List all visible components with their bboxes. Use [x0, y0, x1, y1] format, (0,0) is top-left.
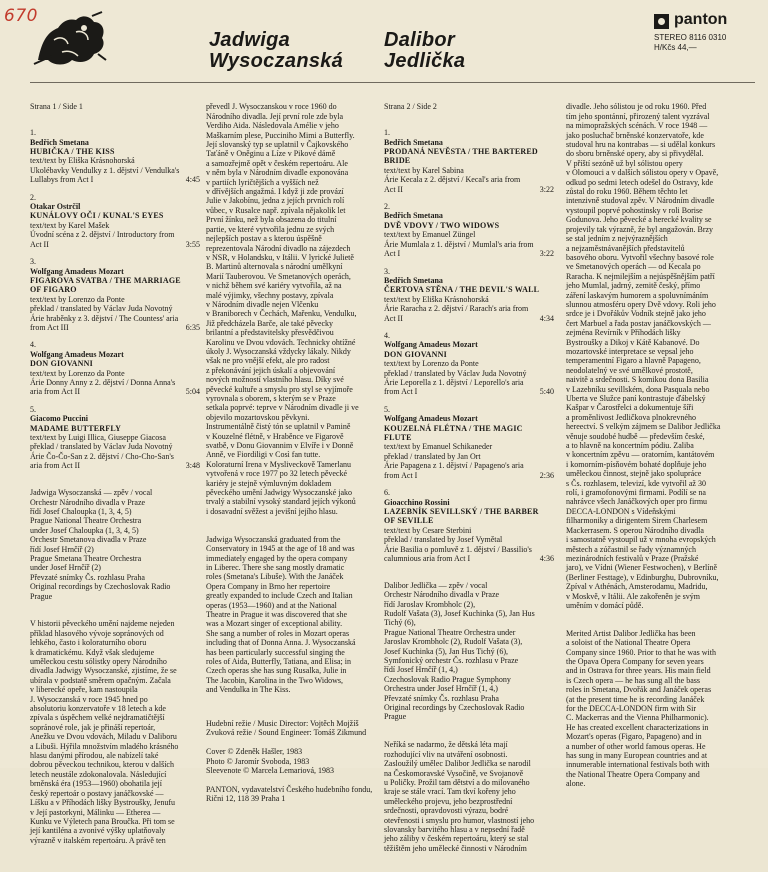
track-duration: 4:36: [539, 553, 554, 563]
track-number: 4.: [30, 340, 36, 350]
price: H/Kčs 44,—: [654, 43, 697, 52]
track-composer: Otakar Ostrčil: [30, 202, 81, 212]
track-number: 5.: [30, 404, 36, 414]
track-title: LAZEBNÍK SEVILLSKÝ / THE BARBER OF SEVILLE: [384, 506, 539, 526]
column-notes-jedlicka: [566, 93, 746, 807]
track-entry: [384, 488, 554, 563]
track-number: 1.: [384, 128, 390, 138]
catalog-number: STEREO 8116 0310: [654, 33, 727, 42]
track-number: 4.: [384, 330, 390, 340]
side-label: Strana 2 / Side 2: [384, 102, 437, 112]
track-composer: Bedřich Smetana: [384, 137, 443, 147]
track-number: 5.: [384, 404, 390, 414]
track-title: DON GIOVANNI: [384, 349, 447, 359]
artist2-line1: Dalibor: [384, 29, 455, 51]
track-details: text/text by Karel Mašek Úvodní scéna z 2. dějství / Introductory from Act II: [30, 220, 175, 249]
track-title: MADAME BUTTERFLY: [30, 423, 122, 433]
track-duration: 4:45: [185, 175, 200, 185]
track-number: 3.: [30, 257, 36, 267]
track-entry: [384, 405, 554, 480]
tracklist-side2: [384, 128, 554, 563]
track-composer: Bedřich Smetana: [384, 275, 443, 285]
track-number: 2.: [384, 202, 390, 212]
notes-wysoczanska-cz: převedl J. Wysoczanskou v roce 1960 do Národního divadla. Její první role zde byla Verdiho Aida. Následovala Amélie v jeho Maškarním plese, Pucciniho Mimi a Butterfly. Její slovanský typ se uplatnil v Čajkovského Taťáně v Oněginu a Líze v Pikové dámě a samozřejmě opět v českém repertoáru. Ale v něm byla v Národním divadle exponována v partiích lyričtějších a vyšších než v dřívějších angažmá. I když ji zde provází Julie v Jakobínu, jedna z jejích prvních rolí vůbec, v Rusalce např. zpívala nějakolik let První žínku, než byla obsazena do titulní partie, ve které vytvořila jednu ze svých nejlepších postav a s kterou úspěšně reprezentovala Národní divadlo na zájezdech v NSR, v Holandsku, v Itálii. V lyrické Julietě B. Martinů alternovala s národní umělkyní Marií Tauberovou. Ve Smetanových operách, v nichž během své kariéry vytvořila, až na malé výjimky, všechny postavy, zpívala v Národním divadle nejen Vlčenku v Braniborech v Čechách, Mařenku, Vendulku, Již předcházela Barče, ale také pěvecky brilantní a představitelsky přesvědčivou Karolinu ve Dvou vdovách. Technicky ohtížné úkoly J. Wysoczanská vždycky lákaly. Nikdy však ne pro vnější efekt, ale pro radost z překonávání jejich úskalí a objevování nových možností vlastního hlasu. Díky své pěvecké kultuře a smyslu pro styl se vyjímoře vyrovnala s oborem, s kterým se v Praze setkala poprvé: teprve v Národním divadle ji ve objevilo mozartovskou pěvkyni. Instrumentálně čistý tón se uplatnil v Pamině v Kouzelné flétně, v Hraběnce ve Figarově svatbě, v Donu Giovannim v Elvíře i v Donně Anně, ve Fiordiligi v Così fan tutte. Koloraturní Irena v Mysliveckově Tamerlanu vytvořená v roce 1977 po 32 letech pěvecké kariéry je stejně výmluvným dokladem pěveckého umění Jadwigy Wysoczanské jako trvalý a stabilní vysoký standard jejích výkonů i dosavadní svěžest a jevišní jejího hlasu.: [206, 102, 359, 516]
track-entry: [30, 193, 200, 249]
track-details: text/text by Luigi Illica, Giuseppe Giacosa překlad / translated by Václav Juda Novotný Árie Čo-Čo-San z 2. dějství / Cho-Cho-San's aria from Act II: [30, 433, 174, 471]
track-entry: [30, 340, 200, 396]
track-duration: 3:22: [539, 184, 554, 194]
performers-side2: Dalibor Jedlička — zpěv / vocal Orchestr Národního divadla v Praze řídí Jaroslav Krombholc (2), Rudolf Vašata (3), Josef Kuchinka (5), Jan Hus Tichý (6), Prague National Theatre Orchestra under Jaroslav Krombholc (2), Rudolf Vašata (3), Josef Kuchinka (5), Jan Hus Tichý (6), Symfonický orchestr Čs. rozhlasu v Praze řídí Josef Hrnčíř (1, 4,) Czechoslovak Radio Prague Symphony Orchestra under Josef Hrnčíř (1, 4,) Převzaté snímky Čs. rozhlasu Praha Original recordings by Czechoslovak Radio Prague: [384, 580, 535, 722]
column-side1: [30, 93, 200, 864]
track-details: text/text by Karel Sabina Árie Kecala z 2. dějství / Kecal's aria from Act II: [384, 165, 521, 194]
track-entry: [384, 267, 554, 323]
track-title: DVĚ VDOVY / TWO WIDOWS: [384, 220, 500, 230]
track-entry: [384, 128, 554, 194]
artist-heading-wysoczanska: [209, 30, 343, 72]
track-details: text/text by Lorenzo da Ponte překlad / translated by Václav Juda Novotný Árie Leporella z 1. dějství / Leporello's aria from Act I: [384, 359, 527, 397]
track-duration: 3:22: [539, 249, 554, 259]
track-entry: [30, 128, 200, 184]
track-composer: Wolfgang Amadeus Mozart: [30, 266, 124, 276]
track-duration: 5:04: [185, 387, 200, 397]
track-entry: [30, 257, 200, 332]
track-details: text/text by Eliška Krásnohorská Árie Raracha z 2. dějství / Rarach's aria from Act II: [384, 294, 529, 323]
track-composer: Bedřich Smetana: [384, 211, 443, 221]
tracklist-side1: [30, 128, 200, 470]
cover-ornament-logo: [32, 10, 108, 68]
track-composer: Wolfgang Amadeus Mozart: [384, 414, 478, 424]
track-duration: 2:36: [539, 470, 554, 480]
track-title: HUBIČKA / THE KISS: [30, 147, 115, 157]
track-title: ČERTOVA STĚNA / THE DEVIL'S WALL: [384, 285, 540, 295]
artist2-line2: Jedlička: [384, 50, 466, 72]
track-composer: Wolfgang Amadeus Mozart: [384, 340, 478, 350]
artist-heading-jedlicka: [384, 30, 465, 72]
bio-wysoczanska-cz: V historii pěveckého umění najdeme nejeden příklad hlasového vývoje sopránových od lehkého, často i koloraturního oboru k dramatickému. Když však sledujeme uměleckou cestu sólistky opery Národního divadla Jadwigy Wysoczanské, zjistíme, že se ubírala v podstatě směrem opačným. Začala v liberecké opeře, kam nastoupila J. Wysoczanská v roce 1945 hned po absolutoriu konzervatoře v 18 letech a kde zpívala s úspěchem velké nejdramatičtější sopránové role, jak je přináší repertoár, Anežku ve Dvou vdovách, Miladu v Daliboru a Libuši. Hýřila množstvím mladého krásného hlasu danými přírodou, ale nabízelí také dobrou pěveckou technikou, kterou v dalších letech neustále zdokonalovala. Následující brněnská éra (1953—1960) obohatila její český repertoár o postavy janáčkovské — Líšku a v Příhodách lišky Bystroušky, Jenufu v Její pastorkyni, Málinku — Etherea — Kunku ve Výletech pana Broučka. Při tom se její kantiléna a zvonivé výšky uplatňovaly výrazně v italském repertoáru. A právě ten: [30, 619, 179, 845]
panton-logo-icon: [654, 14, 669, 29]
track-entry: [384, 202, 554, 258]
catalog-info: [654, 33, 764, 53]
track-details: text/text by Lorenzo da Ponte překlad / translated by Václav Juda Novotný Árie hraběnky z 3. dějství / The Countess' aria from Act III: [30, 294, 179, 332]
track-duration: 3:48: [185, 461, 200, 471]
notes-jedlicka-cz: divadle. Jeho sólistou je od roku 1960. Před tím jeho spontánní, přirozený talent vyzrával na mimopražských scénách. V roce 1948 — jako posluchač brněnské konzervatoře, kde studoval hru na kontrabas — si udělal konkurs do sboru brněnské opery, aby si přivydělal. V příští sezóně už byl sólistou opery v Olomouci a v dalších sólistou opery v Opavě, odkud po sedmi letech odešel do Ostravy, kde zůstal do roku 1960. Během těchto let intenzivně studoval zpěv. V Národním divadle vystoupil poprvé pohostinsky v roli Borise Godunova. Jeho pěvecké a herecké kvality se projevily tak výrazně, že byl angažován. Brzy se stal jedním z nejvýraznějších a nejzaměstnávanějších představitelů basového oboru. Vytvořil všechny basové role ve Smetanových operách — od Kecala po Raracha. K nejmilejším a nejúspěšnějším patří jeho Mumlal, jadrný, zemitě český, přímo záření laskavým humorem a spoluvnímáním slunnou atmosféru opery Dvě vdovy. Roli jeho srdce je i Dvořákův Vodník stejně jako jeho čert Marbuel a řada postav janáčkovských — zejména Revírník v Příhodách lišky Bystroušky a Dikoj v Kátě Kabanové. Do mozartovské interpretace se vepsal jeho temperamentní Figaro a hlavně Papageno, neodolatelný ve své umělkové prostotě, naivitě a srdečnosti. S komikou dona Basilia v Lazebníku sevillském, dona Pasquala nebo Uberta ve Služce paní kontrastuje ďábelský Kašpar v Čarostřelci a dokumentuje šíři a proměnlivost Jedličkova plnokrevného hereectví. S velkým zájmem se Dalibor Jedlička věnuje soudobé hudbě — především české, a to hlavně na koncertním pódiu. Zaliba v koncertním zpěvu — oratorním, kantátovém i komorním-písňovém bohaté doplňuje jeho uměleckou činnost, stejně jako spolupráce s Čs. rozhlasem, televizí, kde vytvořil až 30 rolí, i gramofonovými firmami. Podílí se na nahrávce všech Janáčkových oper pro firmu DECCA-LONDON s Vídeňskými filharmoniky a dirigentem Sirem Charlesem Mackerrasem. S operou Národního divadla i samostatně vystoupil už v mnoha evropských městech a zúčastnil se řady významných mezinárodních festivalů v Praze (Pražské jaro), ve Vídni (Wiener Festwochen), v Berlíně (Berliner Festtage), v Edinburghu, Dubrovníku, Zpíval v Athénách, Amsterodamu, Madridu, v Moskvě, v Itálii. Ale zakořeněn je svým uměním v domácí půdě.: [566, 102, 721, 610]
artist1-line2: Wysoczanská: [209, 50, 344, 72]
track-details: text/text by Cesare Sterbini překlad / translated by Josef Vymětal Árie Basilia o pomluvě z 1. dějství / Bassilio's calumnious aria from Act I: [384, 525, 532, 563]
track-title: FIGAROVA SVATBA / THE MARRIAGE OF FIGARO: [30, 275, 181, 295]
column-side2: [384, 93, 554, 872]
track-entry: [384, 331, 554, 397]
track-duration: 4:34: [539, 313, 554, 323]
track-title: PRODANÁ NEVĚSTA / THE BARTERED BRIDE: [384, 147, 538, 166]
performers-side1: Jadwiga Wysoczanská — zpěv / vocal Orchestr Národního divadla v Praze řídí Josef Chaloupka (1, 3, 4, 5) Prague National Theatre Orchestra under Josef Chaloupka (1, 3, 4, 5) Orchestr Smetanova divadla v Praze řídí Josef Hrnčíř (2) Prague Smetana Theatre Orchestra under Josef Hrnčíř (2) Převzaté snímky Čs. rozhlasu Praha Original recordings by Czechoslovak Radio Prague: [30, 488, 171, 601]
header-divider: [30, 82, 755, 83]
track-details: text/text by Emanuel Schikaneder překlad / translated by Jan Ort Árie Papagena z 1. dějství / Papageno's aria from Act I: [384, 442, 524, 480]
track-duration: 5:40: [539, 387, 554, 397]
side-label: Strana 1 / Side 1: [30, 102, 83, 112]
track-composer: Wolfgang Amadeus Mozart: [30, 349, 124, 359]
track-details: text/text by Emanuel Züngel Árie Mumlala z 1. dějství / Mumlal's aria from Act I: [384, 230, 534, 259]
notes-wysoczanska-en: Jadwiga Wysoczanská graduated from the Conservatory in 1945 at the age of 18 and was immediately engaged by the opera company in Liberec. There she sang mostly dramatic roles (Smetana's Libuše). With the Janáček Opera Company in Brno her repertoire greatly expanded to include Czech and Italian operas (1953—1960) and at the National Theatre in Prague it was discovered that she was a Mozart singer of exceptional ability. She sang a number of roles in Mozart operas including that of Donna Anna. J. Wysoczanská has been particularly successful singing the roles of Aida, Butterfly, Tatiana, and Elisa; in Czech operas she has sung Rusalka, Julie in The Jacobin, Karolina in the Two Widows, and Vendulka in The Kiss.: [206, 534, 356, 695]
track-details: text/text by Lorenzo da Ponte Árie Donny Anny z 2. dějství / Donna Anna's aria from Act II: [30, 368, 176, 397]
track-duration: 6:35: [185, 322, 200, 332]
handwritten-number: 670: [4, 6, 38, 26]
track-composer: Gioacchino Rossini: [384, 497, 450, 507]
track-entry: [30, 405, 200, 471]
column-notes-wysoczanska: [206, 93, 376, 813]
track-duration: 3:55: [185, 239, 200, 249]
track-details: text/text by Eliška Krásnohorská Ukolébavky Vendulky z 1. dějství / Vendulka's Lullabys from Act I: [30, 156, 180, 185]
artist1-line1: Jadwiga: [209, 29, 291, 51]
track-number: 3.: [384, 266, 390, 276]
bio-jedlicka-cz: Neříká se nadarmo, že dětská léta mají rozhodující vliv na utváření osobnosti. Zasloužilý umělec Dalibor Jedlička se narodil na Českomoravské Vysočině, ve Svojanově u Poličky. Prožil tam dětství a do milovaného kraje se stále vrací. Tam tkví kořeny jeho uměleckého projevu, jeho bezprostřední srdečnosti, opravdovosti výrazu, bodré otevřenosti i smyslu pro humor, vlastností jeho slovansky barvitého hlasu a v nepsední řadě jeho záliby v českém repertoáru, který se stal těžištěm jeho umělecké činnosti v Národním: [384, 740, 535, 853]
track-title: KOUZELNÁ FLÉTNA / THE MAGIC FLUTE: [384, 423, 523, 443]
brand-name: panton: [674, 11, 728, 28]
track-title: KUNÁLOVY OČI / KUNAL'S EYES: [30, 211, 164, 221]
production-credits: Hudební režie / Music Director: Vojtěch Mojžíš Zvuková režie / Sound Engineer: Tomáš Zikmund Cover © Zdeněk Hašler, 1983 Photo © Jaromír Svoboda, 1983 Sleevenote © Marcela Lemariová, 1983 PANTON, vydavatelství Českého hudebního fondu, Rični 12, 118 39 Praha 1: [206, 719, 373, 804]
track-number: 6.: [384, 488, 390, 498]
track-number: 2.: [30, 192, 36, 202]
track-title: DON GIOVANNI: [30, 359, 93, 369]
track-composer: Bedřich Smetana: [30, 137, 89, 147]
notes-jedlicka-en: Merited Artist Dalibor Jedlička has been a soloist of the National Theatre Opera Company since 1960. Prior to that he was with the Opava Opera Company for seven years and in Ostrava for three years. His main field is Czech opera — he has sung all the bass roles in Smetana, Dvořák and Janáček operas (at the present time he is recording Janáček for the DECCA-LONDON firm with Sir C. Mackerras and the Vienna Philharmonic). He has created excellent characterizations in Mozart's operas (Figaro, Papageno) and in a number of other world famous operas. He has sung in many European countries and at innumerable international festivals both with the National Theatre Opera Company and alone.: [566, 628, 716, 789]
track-composer: Giacomo Puccini: [30, 414, 88, 424]
track-number: 1.: [30, 128, 36, 138]
